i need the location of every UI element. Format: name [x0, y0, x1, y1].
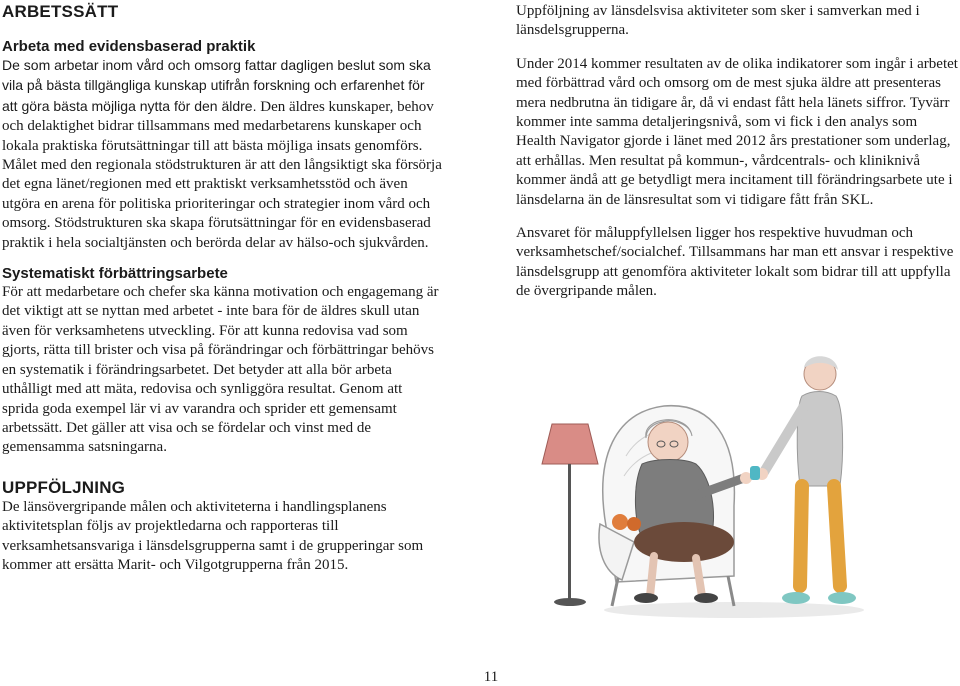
section-heading-improvement: Systematiskt förbättringsarbete	[2, 265, 228, 283]
page-number: 11	[483, 669, 499, 685]
section-text-evidence-serif: Den äldres kunskaper, behov och delaktighet bidrar tillsammans med medarbetarens kunskaper och lokala praktiska förutsättningar till att bästa möjliga insats genomförs. Målet med den regionala stödstrukturen är att den långsiktigt ska försörja det egna länet/regionen med ett praktiskt verksamhetsstöd och även utgöra en arena för politiska prioriteringar och strategier inom vård och omsorg. Stödstrukturen ska skapa förutsättningar för en evidensbaserad praktik i hela socialtjänsten och berörda delar av hälso-och sjukvården.	[2, 98, 442, 251]
caregiver-illustration-svg	[534, 346, 874, 622]
caregiver-figure	[750, 356, 856, 604]
section-text-evidence-sans: De som arbetar inom vård och omsorg fattar dagligen beslut som ska vila på bästa tillgängliga kunskap utifrån forskning och erfarenhet för att göra bästa möjliga nytta för den äldre.	[2, 57, 431, 114]
right-paragraph-3: Ansvaret för måluppfyllelsen ligger hos respektive huvudman och verksamhetschef/socialchef. Tillsammans har man ett ansvar i respektive länsdelsgrupp att genomföra aktiviteter lokalt som bidrar till att uppfylla de övergripande målen.	[516, 225, 954, 300]
right-column	[516, 2, 958, 316]
left-column	[2, 2, 442, 575]
section-heading-evidence: Arbeta med evidensbaserad praktik	[2, 38, 256, 55]
caregiver-illustration	[534, 346, 874, 622]
main-heading: ARBETSSÄTT	[2, 2, 119, 21]
section-text-followup: De länsövergripande målen och aktiviteterna i handlingsplanens aktivitetsplan följs av projektledarna och rapporteras till verksamhetsansvariga i länsdelsgrupperna samt i de grupperingar som kommer att ersätta Marit- och Vilgotgrupperna från 2015.	[2, 498, 424, 573]
section-text-evidence	[2, 56, 442, 253]
section-heading-followup: UPPFÖLJNING	[2, 477, 126, 497]
section-text-improvement: För att medarbetare och chefer ska känna motivation och engagemang är det viktigt att se nyttan med arbetet - inte bara för de äldres skull utan även för verksamhetens utveckling. För att kunna redovisa vad som gjorts, rätta till brister och visa på förändringar och förbättringar behövs en systematik i förändringsarbetet. Det betyder att alla bör arbeta uthålligt med att mäta, redovisa och synliggöra resultat. Genom att sprida goda exempel lär vi av varandra och sprider ett gemensamt arbetssätt. Det gäller att visa och se fördelar och vinst med de gemensamma satsningarna.	[2, 284, 439, 456]
lamp-icon	[542, 424, 598, 606]
right-paragraph-2: Under 2014 kommer resultaten av de olika indikatorer som ingår i arbetet med förbättrad vård och omsorg om de mest sjuka äldre att presenteras mera nedbrutna än tidigare år, då vi endast fått hela länets siffror. Tyvärr kommer inte samma detaljeringsnivå, som vi fick i den analys som Health Navigator gjorde i länet med 2012 års prestationer som underlag, att erhållas. Men resultat på kommun-, vårdcentrals- och kliniknivå kommer ändå att ge betydligt mera incitament till förändringsarbete ute i länsdelarna än de länsresultat som vi tidigare fått från SKL.	[516, 55, 958, 208]
right-paragraph-1: Uppföljning av länsdelsvisa aktiviteter som sker i samverkan med i länsdelsgrupperna.	[516, 3, 920, 39]
